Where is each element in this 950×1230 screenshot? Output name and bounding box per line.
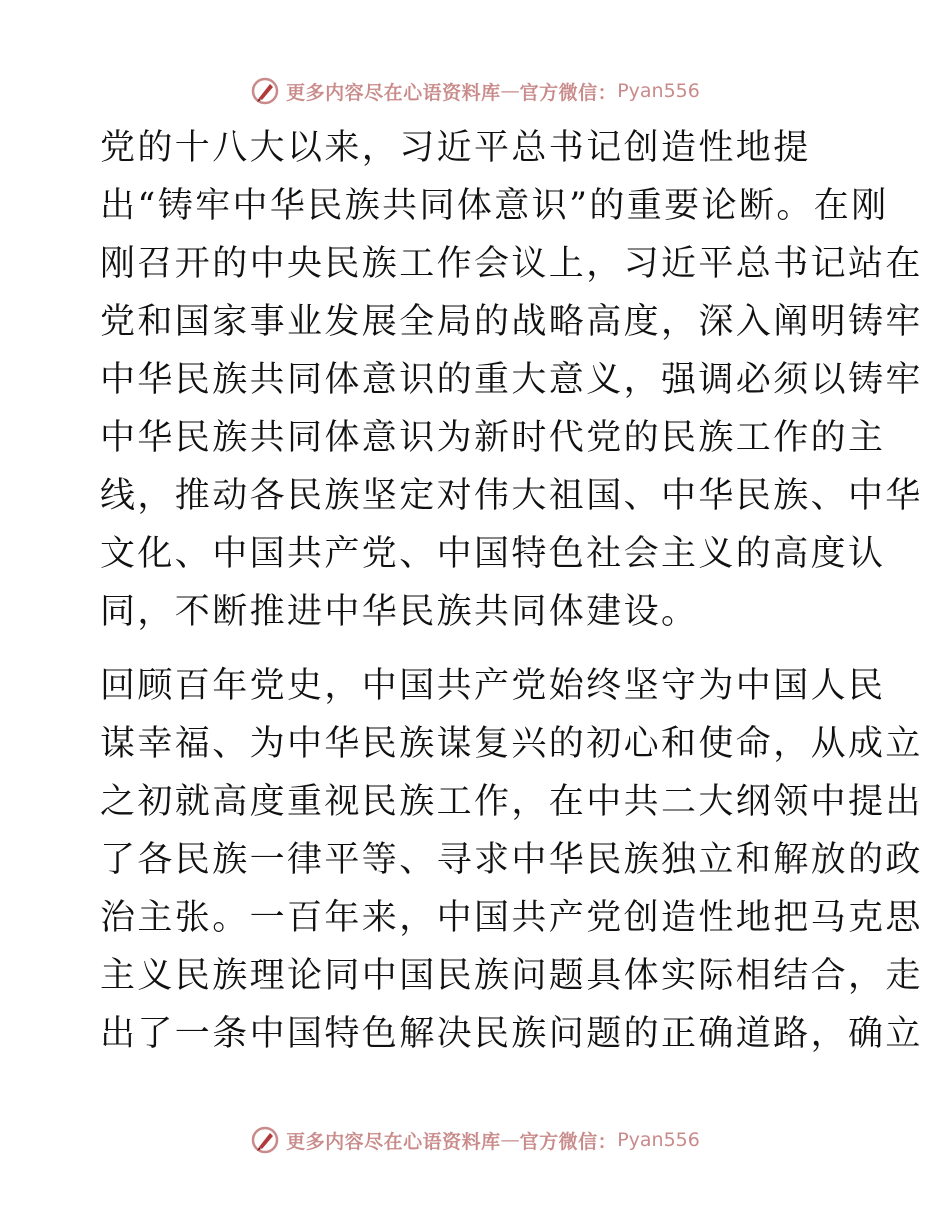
text-line: 中华民族共同体意识的重大意义，强调必须以铸牢 <box>100 360 923 400</box>
text-line: 之初就高度重视民族工作，在中共二大纲领中提出 <box>100 782 923 822</box>
banner-separator: — <box>500 80 520 102</box>
text-line: 了各民族一律平等、寻求中华民族独立和解放的政 <box>100 840 923 880</box>
text-line: 出“铸牢中华民族共同体意识”的重要论断。在刚 <box>100 186 889 226</box>
text-line: 同，不断推进中华民族共同体建设。 <box>100 592 699 632</box>
banner-wechat-label: 官方微信： <box>519 81 618 104</box>
text-line: 回顾百年党史，中国共产党始终坚守为中国人民 <box>100 666 886 706</box>
banner-wechat-id: Pyan556 <box>617 80 700 102</box>
text-line: 刚召开的中央民族工作会议上，习近平总书记站在 <box>100 244 923 284</box>
banner-slogan: 更多内容尽在心语资料库 <box>286 81 501 104</box>
banner-slogan: 更多内容尽在心语资料库 <box>286 1130 501 1153</box>
text-line: 主义民族理论同中国民族问题具体实际相结合，走 <box>100 956 923 996</box>
text-line: 线，推动各民族坚定对伟大祖国、中华民族、中华 <box>100 476 923 516</box>
banner-wechat-label: 官方微信： <box>519 1130 618 1153</box>
text-line: 谋幸福、为中华民族谋复兴的初心和使命，从成立 <box>100 724 923 764</box>
text-line: 党和国家事业发展全局的战略高度，深入阐明铸牢 <box>100 302 923 342</box>
footer-banner <box>0 1120 950 1160</box>
text-line: 中华民族共同体意识为新时代党的民族工作的主 <box>100 418 886 458</box>
text-line: 治主张。一百年来，中国共产党创造性地把马克思 <box>100 898 923 938</box>
pen-logo-icon <box>250 76 280 106</box>
banner-separator: — <box>500 1129 520 1151</box>
text-line: 出了一条中国特色解决民族问题的正确道路，确立 <box>100 1014 923 1054</box>
header-banner <box>0 71 950 111</box>
banner-wechat-id: Pyan556 <box>617 1129 700 1151</box>
text-line: 党的十八大以来，习近平总书记创造性地提 <box>100 128 811 168</box>
text-line: 文化、中国共产党、中国特色社会主义的高度认 <box>100 534 886 574</box>
pen-logo-icon <box>250 1125 280 1155</box>
